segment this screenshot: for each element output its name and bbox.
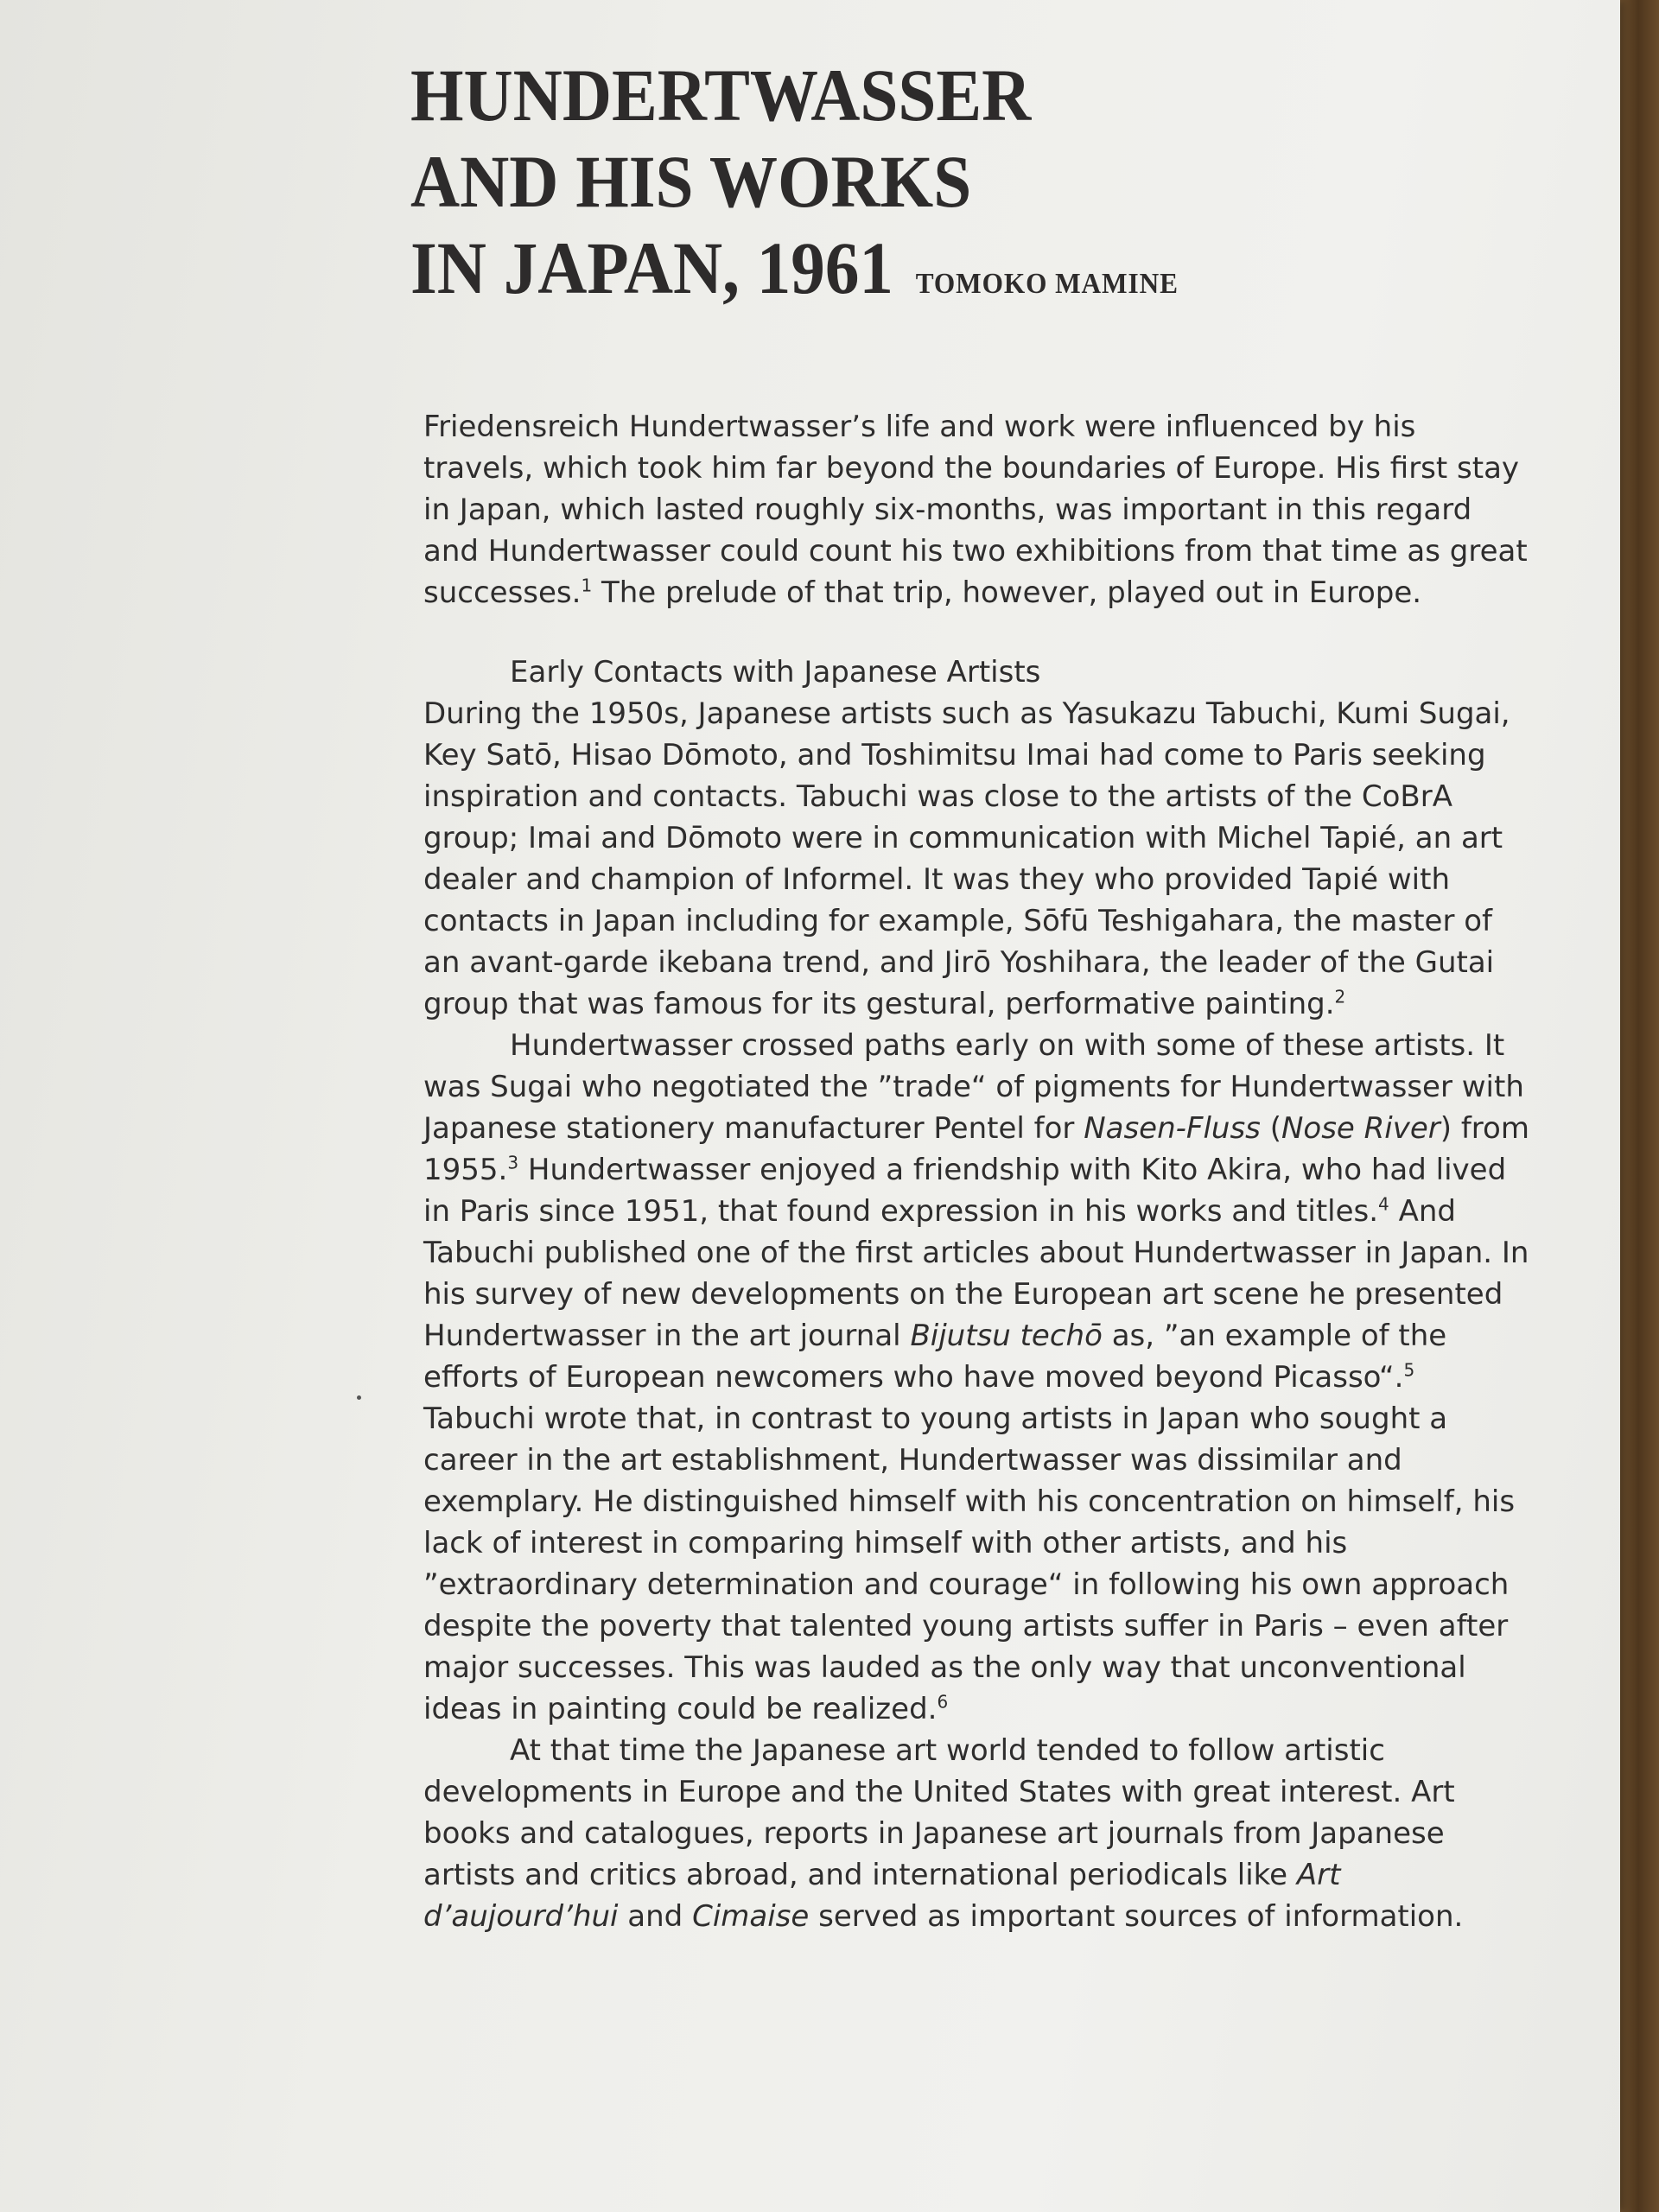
p2-italic-title-2: Nose River: [1281, 1111, 1440, 1146]
p3-text-1: At that time the Japanese art world tended to follow artistic developments in Europe and the United States with great interest. Art books and catalogues, reports in Japanese art journals from Japanese artists and critics abroad, and international periodicals like: [423, 1733, 1455, 1892]
intro-text-1: Friedensreich Hundertwasser’s life and work were influenced by his travels, which took him far beyond the boundaries of Europe. His first stay in Japan, which lasted roughly six-months, was important in this regard and Hundertwasser could count his two exhibitions from that time as great successes.: [423, 410, 1528, 610]
footnote-3: 3: [507, 1152, 519, 1173]
footnote-1: 1: [581, 575, 593, 596]
footnote-4: 4: [1378, 1193, 1389, 1215]
p2-text-4: Hundertwasser enjoyed a friendship with Kito Akira, who had lived in Paris since 1951, that found expression in his works and titles.: [423, 1153, 1507, 1229]
p2-text-2: (: [1260, 1111, 1281, 1146]
p3-text-3: served as important sources of information.: [809, 1899, 1464, 1934]
intro-paragraph: [423, 406, 1529, 613]
intro-text-2: The prelude of that trip, however, played out in Europe.: [592, 575, 1422, 610]
p2-text-3: ) from 1955.: [423, 1111, 1529, 1187]
article: [410, 52, 1529, 1934]
title-line-1: HUNDERTWASSER: [410, 54, 1032, 137]
footnote-5: 5: [1403, 1359, 1415, 1381]
p3-italic-periodical-1: Art d’aujourd’hui: [423, 1858, 1341, 1934]
author-name: TOMOKO MAMINE: [915, 268, 1179, 300]
p2-text-6: as, ”an example of the efforts of European newcomers who have moved beyond Picasso“.: [423, 1319, 1447, 1395]
p2-italic-journal: Bijutsu techō: [910, 1319, 1103, 1353]
p3-text-2: and: [618, 1899, 693, 1934]
footnote-2: 2: [1334, 986, 1346, 1007]
footnote-6: 6: [937, 1691, 949, 1713]
paragraph-1: [423, 693, 1529, 1025]
title-block: [410, 52, 1525, 337]
p2-text-7: Tabuchi wrote that, in contrast to young artists in Japan who sought a career in the art establishment, Hundertwasser was dissimilar and exemplary. He distinguished himself with his concentration on himself, his lack of interest in comparing himself with other artists, and his ”extraordinary determination and courage“ in following his own approach despite the poverty that talented young artists suffer in Paris – even after major successes. This was lauded as the only way that unconventional ideas in painting could be realized.: [423, 1402, 1516, 1726]
paragraph-3: [423, 1730, 1529, 1937]
margin-dot: [357, 1395, 361, 1400]
section-heading: Early Contacts with Japanese Artists: [510, 655, 1041, 690]
title-line-3: IN JAPAN, 1961: [410, 226, 893, 309]
title-line-3-with-author: [410, 225, 1436, 327]
article-body: [423, 406, 1529, 1937]
p2-italic-title-1: Nasen-Fluss: [1084, 1111, 1261, 1146]
p2-text-5: And Tabuchi published one of the first articles about Hundertwasser in Japan. In his survey of new developments on the European art scene he presented Hundertwasser in the art journal: [423, 1194, 1529, 1353]
title-line-2: AND HIS WORKS: [410, 140, 972, 223]
p1-text: During the 1950s, Japanese artists such as Yasukazu Tabuchi, Kumi Sugai, Key Satō, Hisao Dōmoto, and Toshimitsu Imai had come to Paris seeking inspiration and contacts. Tabuchi was close to the artists of the CoBrA group; Imai and Dōmoto were in communication with Michel Tapié, an art dealer and champion of Informel. It was they who provided Tapié with contacts in Japan including for example, Sōfū Teshigahara, the master of an avant-garde ikebana trend, and Jirō Yoshihara, the leader of the Gutai group that was famous for its gestural, performative painting.: [423, 696, 1510, 1021]
p2-text-1: Hundertwasser crossed paths early on with some of these artists. It was Sugai who negotiated the ”trade“ of pigments for Hundertwasser with Japanese stationery manufacturer Pentel for: [423, 1028, 1524, 1146]
p3-italic-periodical-2: Cimaise: [692, 1899, 810, 1934]
paragraph-2: [423, 1025, 1529, 1730]
